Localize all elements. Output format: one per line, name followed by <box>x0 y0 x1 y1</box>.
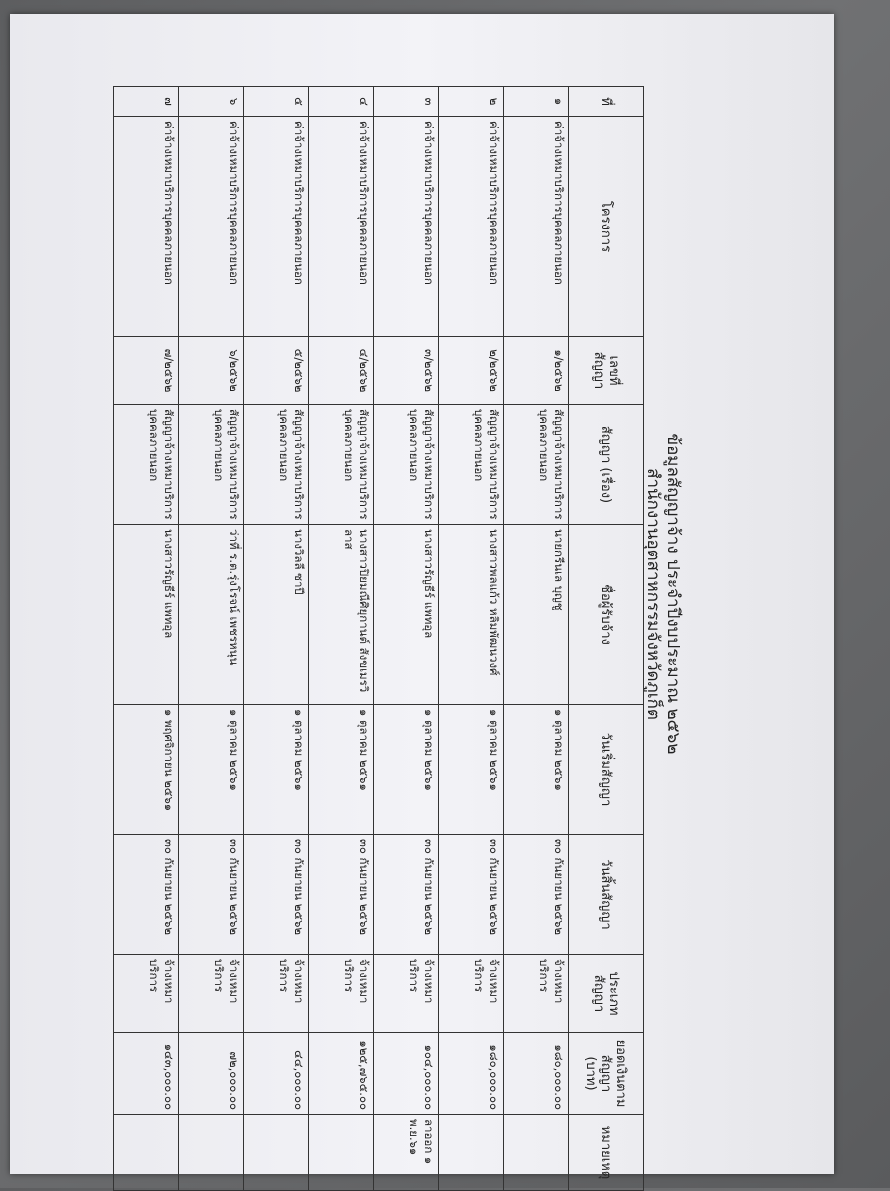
cell-amount: ๗๒,๐๐๐.๐๐ <box>179 1033 244 1115</box>
cell-project: ค่าจ้างเหมาบริการบุคคลภายนอก <box>244 117 309 337</box>
cell-type: จ้างเหมาบริการ <box>179 955 244 1033</box>
cell-contractor: นางสาวพลแก้ว หลิมพัฒนวงศ์ <box>439 525 504 705</box>
header-remark: หมายเหตุ <box>569 1115 644 1191</box>
cell-amount: ๑๘๐,๐๐๐.๐๐ <box>504 1033 569 1115</box>
cell-remark <box>439 1115 504 1191</box>
cell-start-date: ๑ ตุลาคม ๒๕๖๑ <box>179 705 244 835</box>
header-contract-no: เลขที่ สัญญา <box>569 337 644 405</box>
cell-remark <box>244 1115 309 1191</box>
cell-contractor: นางวิลลี ซาปี <box>244 525 309 705</box>
cell-subject: สัญญาจ้างเหมาบริการ บุคคลภายนอก <box>504 405 569 525</box>
cell-start-date: ๑ ตุลาคม ๒๕๖๑ <box>244 705 309 835</box>
cell-amount: ๔๔,๐๐๐.๐๐ <box>244 1033 309 1115</box>
contract-table <box>113 86 644 1191</box>
cell-contractor: นางสาวรัญธีร์ แพทอุล <box>114 525 179 705</box>
cell-project: ค่าจ้างเหมาบริการบุคคลภายนอก <box>179 117 244 337</box>
header-type: ประเภท สัญญา <box>569 955 644 1033</box>
cell-no: ๕ <box>244 87 309 117</box>
cell-subject: สัญญาจ้างเหมาบริการ บุคคลภายนอก <box>309 405 374 525</box>
cell-project: ค่าจ้างเหมาบริการบุคคลภายนอก <box>114 117 179 337</box>
cell-remark: ลาออก ๑ พ.ย.๖๑ <box>374 1115 439 1191</box>
table-row <box>374 87 439 1191</box>
header-start-date: วันเริ่มสัญญา <box>569 705 644 835</box>
cell-end-date: ๓๐ กันยายน ๒๕๖๒ <box>114 835 179 955</box>
cell-start-date: ๑ ตุลาคม ๒๕๖๑ <box>439 705 504 835</box>
cell-type: จ้างเหมาบริการ <box>439 955 504 1033</box>
cell-contract-no: ๓/๒๕๖๒ <box>374 337 439 405</box>
cell-contractor: นางสาวปิยมณีศิยุกานต์ สังขเมรวิลาส <box>309 525 374 705</box>
cell-start-date: ๑ ตุลาคม ๒๕๖๑ <box>504 705 569 835</box>
cell-no: ๖ <box>179 87 244 117</box>
cell-end-date: ๓๐ กันยายน ๒๕๖๒ <box>374 835 439 955</box>
cell-type: จ้างเหมาบริการ <box>309 955 374 1033</box>
cell-end-date: ๓๐ กันยายน ๒๕๖๒ <box>179 835 244 955</box>
table-row <box>439 87 504 1191</box>
cell-project: ค่าจ้างเหมาบริการบุคคลภายนอก <box>374 117 439 337</box>
cell-contractor: ว่าที่ ร.ต.รุ่งโรจน์ เพชรหนุน <box>179 525 244 705</box>
cell-subject: สัญญาจ้างเหมาบริการ บุคคลภายนอก <box>244 405 309 525</box>
cell-amount: ๑๐๔,๐๐๐.๐๐ <box>374 1033 439 1115</box>
table-row <box>309 87 374 1191</box>
cell-no: ๗ <box>114 87 179 117</box>
header-no: ที่ <box>569 87 644 117</box>
document-title: ข้อมูลสัญญาจ้าง ประจำปีงบประมาณ ๒๕๖๒ <box>663 433 683 755</box>
cell-no: ๒ <box>439 87 504 117</box>
cell-project: ค่าจ้างเหมาบริการบุคคลภายนอก <box>439 117 504 337</box>
cell-amount: ๑๔๓,๐๐๐.๐๐ <box>114 1033 179 1115</box>
document-page <box>10 14 834 1180</box>
cell-contractor: นายกรีนเล บุญชู <box>504 525 569 705</box>
cell-start-date: ๑ พฤศจิกายน ๒๕๖๑ <box>114 705 179 835</box>
cell-subject: สัญญาจ้างเหมาบริการ บุคคลภายนอก <box>374 405 439 525</box>
cell-contract-no: ๖/๒๕๖๒ <box>179 337 244 405</box>
table-row <box>244 87 309 1191</box>
header-amount: ยอดเงินตาม สัญญา (บาท) <box>569 1033 644 1115</box>
table-row <box>114 87 179 1191</box>
cell-remark <box>114 1115 179 1191</box>
header-project: โครงการ <box>569 117 644 337</box>
cell-remark <box>179 1115 244 1191</box>
cell-start-date: ๑ ตุลาคม ๒๕๖๑ <box>309 705 374 835</box>
cell-end-date: ๓๐ กันยายน ๒๕๖๒ <box>504 835 569 955</box>
header-contractor: ชื่อผู้รับจ้าง <box>569 525 644 705</box>
cell-no: ๔ <box>309 87 374 117</box>
cell-remark <box>504 1115 569 1191</box>
header-subject: สัญญา (เรื่อง) <box>569 405 644 525</box>
cell-project: ค่าจ้างเหมาบริการบุคคลภายนอก <box>309 117 374 337</box>
cell-subject: สัญญาจ้างเหมาบริการ บุคคลภายนอก <box>179 405 244 525</box>
cell-type: จ้างเหมาบริการ <box>244 955 309 1033</box>
header-end-date: วันสิ้นสัญญา <box>569 835 644 955</box>
cell-type: จ้างเหมาบริการ <box>374 955 439 1033</box>
cell-contract-no: ๑/๒๕๖๒ <box>504 337 569 405</box>
cell-no: ๑ <box>504 87 569 117</box>
rotated-landscape-content <box>10 14 834 1180</box>
cell-type: จ้างเหมาบริการ <box>504 955 569 1033</box>
cell-project: ค่าจ้างเหมาบริการบุคคลภายนอก <box>504 117 569 337</box>
cell-remark <box>309 1115 374 1191</box>
cell-contractor: นางสาวรัญธีร์ แพทอุล <box>374 525 439 705</box>
cell-amount: ๑๒๕,๗๖๕.๐๐ <box>309 1033 374 1115</box>
cell-start-date: ๑ ตุลาคม ๒๕๖๑ <box>374 705 439 835</box>
cell-subject: สัญญาจ้างเหมาบริการ บุคคลภายนอก <box>439 405 504 525</box>
cell-contract-no: ๗/๒๕๖๒ <box>114 337 179 405</box>
cell-contract-no: ๒/๒๕๖๒ <box>439 337 504 405</box>
cell-amount: ๑๘๐,๐๐๐.๐๐ <box>439 1033 504 1115</box>
cell-contract-no: ๔/๒๕๖๒ <box>309 337 374 405</box>
cell-subject: สัญญาจ้างเหมาบริการ บุคคลภายนอก <box>114 405 179 525</box>
table-header-row <box>569 87 644 1191</box>
cell-type: จ้างเหมาบริการ <box>114 955 179 1033</box>
document-subtitle: สำนักงานอุตสาหกรรมจังหวัดภูเก็ต <box>643 468 663 720</box>
cell-end-date: ๓๐ กันยายน ๒๕๖๒ <box>309 835 374 955</box>
table-row <box>179 87 244 1191</box>
cell-contract-no: ๕/๒๕๖๒ <box>244 337 309 405</box>
table-row <box>504 87 569 1191</box>
cell-end-date: ๓๐ กันยายน ๒๕๖๒ <box>244 835 309 955</box>
cell-end-date: ๓๐ กันยายน ๒๕๖๒ <box>439 835 504 955</box>
cell-no: ๓ <box>374 87 439 117</box>
